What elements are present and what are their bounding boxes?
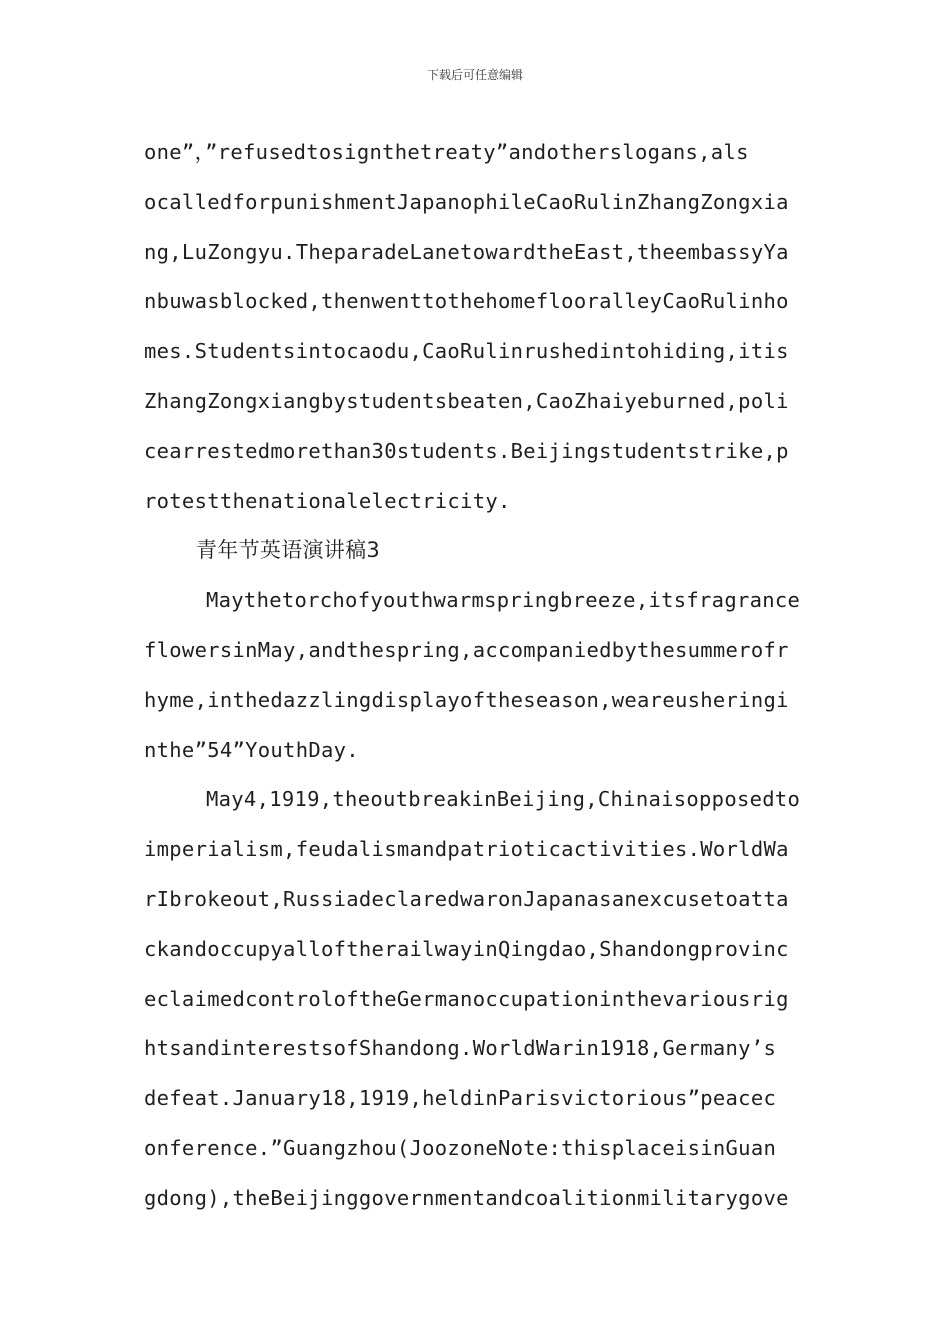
paragraph [144,775,808,1223]
text-line: Maythetorchofyouthwarmspringbreeze,itsfragrance [206,588,801,613]
page-header: 下载后可任意编辑 [426,68,523,82]
text-line: imperialism,feudalismandpatrioticactivities.WorldWa [144,837,789,862]
document-body [144,128,808,1224]
text-line: flowersinMay,andthespring,accompaniedbythesummerofr [144,637,789,662]
text-line: mes.Studentsintocaodu,CaoRulinrushedintohiding,itis [144,339,789,364]
text-line: ocalledforpunishmentJapanophileCaoRulinZhangZongxia [144,189,789,214]
text-line: hyme,inthedazzlingdisplayoftheseason,weareusheringi [144,687,789,712]
text-line: ng,LuZongyu.TheparadeLanetowardtheEast,theembassyYa [144,239,789,264]
paragraph [144,576,808,775]
text-line: htsandinterestsofShandong.WorldWarin1918,Germany’s [144,1036,777,1061]
text-line: gdong),theBeijinggovernmentandcoalitionmilitarygove [144,1185,789,1210]
text-line: cearrestedmorethan30students.Beijingstudentstrike,p [144,438,789,463]
text-line: ckandoccupyalloftherailwayinQingdao,Shandongprovinc [144,936,789,961]
text-line: eclaimedcontroloftheGermanoccupationinthevariousrig [144,986,789,1011]
text-line: rIbrokeout,RussiadeclaredwaronJapanasanexcusetoatta [144,886,789,911]
paragraph [144,128,808,526]
text-line: ZhangZongxiangbystudentsbeaten,CaoZhaiyeburned,poli [144,388,789,413]
text-line: May4,1919,theoutbreakinBeijing,Chinaisopposedto [206,787,801,812]
text-line: rotestthenationalelectricity. [144,488,511,513]
section-heading: 青年节英语演讲稿3 [196,538,381,563]
text-line: onference.”Guangzhou(JoozoneNote:thisplaceisinGuan [144,1135,777,1160]
text-line: defeat.January18,1919,heldinParisvictorious”peacec [144,1086,777,1111]
text-line: nbuwasblocked,thenwenttothehomeflooralleyCaoRulinho [144,289,789,314]
text-line: nthe”54”YouthDay. [144,737,359,762]
text-line: one”，”refusedtosignthetreaty”andotherslogans,als [144,140,749,164]
